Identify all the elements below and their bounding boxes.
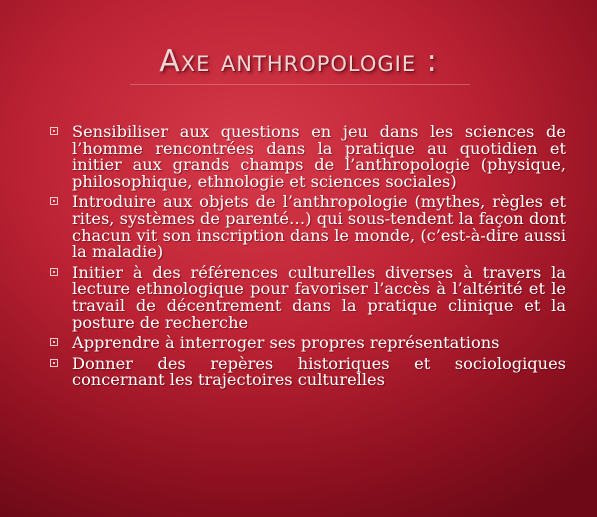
bullet-text: Apprendre à interroger ses propres représentations [72,333,500,353]
bullet-item [46,353,566,390]
bullet-item [46,262,566,332]
square-bullet-icon [50,359,58,367]
square-bullet-icon [50,268,58,276]
bullet-text: Initier à des références culturelles diverses à travers la lecture ethnologique pour favoriser l’accès à l’altérité et le travail de décentrement dans la pratique clinique et la posture de recherche [72,262,566,332]
bullet-item [46,335,566,352]
title-divider [130,84,470,85]
square-bullet-icon [50,197,58,205]
square-bullet-icon [50,338,58,346]
bullet-item [46,194,566,260]
square-bullet-icon [50,127,58,135]
bullet-text: Introduire aux objets de l’anthropologie (mythes, règles et rites, systèmes de parenté…) qui sous-tendent la façon dont chacun vit son inscription dans le monde, (c’est-à-dire aussi la maladie) [72,192,566,262]
bullet-text: Sensibiliser aux questions en jeu dans les sciences de l’homme rencontrées dans la pratique au quotidien et initier aux grands champs de l’anthropologie (physique, philosophique, ethnologie et sciences sociales) [72,122,566,191]
bullet-list [46,124,566,393]
bullet-item [46,124,566,190]
slide-title: Axe anthropologie : [159,44,438,79]
bullet-text: Donner des repères historiques et sociologiques concernant les trajectoires culturelles [72,353,566,390]
